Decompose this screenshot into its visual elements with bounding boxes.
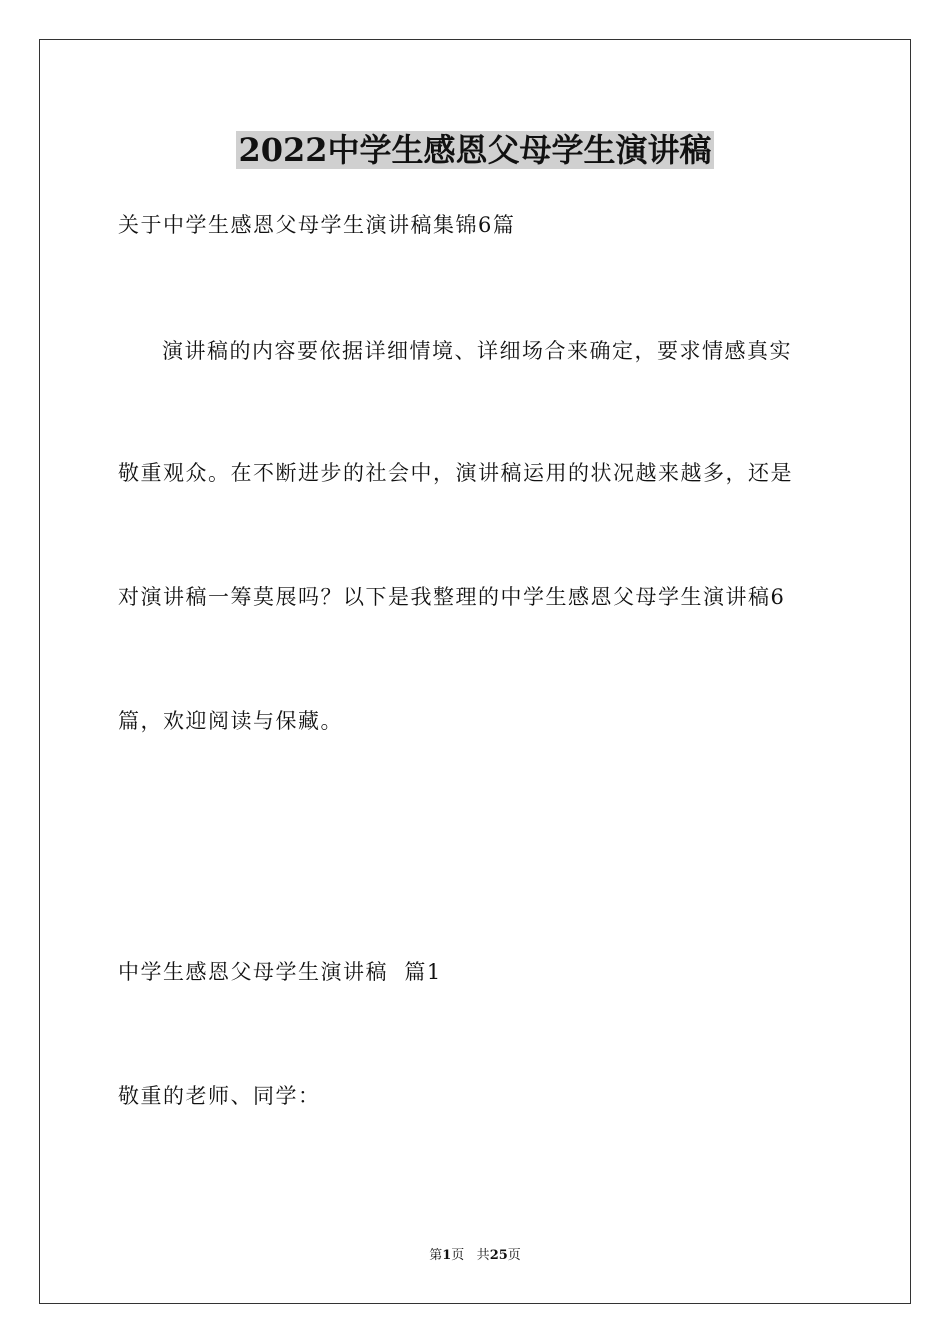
footer-page-number: 1 [442, 1248, 452, 1263]
footer-total-prefix: 共 [476, 1248, 490, 1263]
footer-page-suffix: 页 [451, 1248, 465, 1263]
intro-line-1: 演讲稿的内容要依据详细情境、详细场合来确定，要求情感真实 [162, 339, 792, 363]
intro-line-3: 对演讲稿一筹莫展吗？以下是我整理的中学生感恩父母学生演讲稿6 [118, 585, 786, 609]
document-title-text: 2022中学生感恩父母学生演讲稿 [238, 131, 712, 169]
footer-total-suffix: 页 [507, 1248, 521, 1263]
document-subtitle: 关于中学生感恩父母学生演讲稿集锦6篇 [118, 213, 516, 237]
greeting: 敬重的老师、同学： [118, 1084, 321, 1108]
footer-total-pages: 25 [489, 1248, 508, 1263]
intro-line-4: 篇，欢迎阅读与保藏。 [118, 709, 343, 733]
footer-page-prefix: 第 [429, 1248, 443, 1263]
intro-line-2: 敬重观众。在不断进步的社会中，演讲稿运用的状况越来越多，还是 [118, 461, 793, 485]
section-heading: 中学生感恩父母学生演讲稿 篇1 [118, 960, 442, 984]
page-footer [0, 1247, 950, 1265]
document-title [0, 128, 950, 172]
